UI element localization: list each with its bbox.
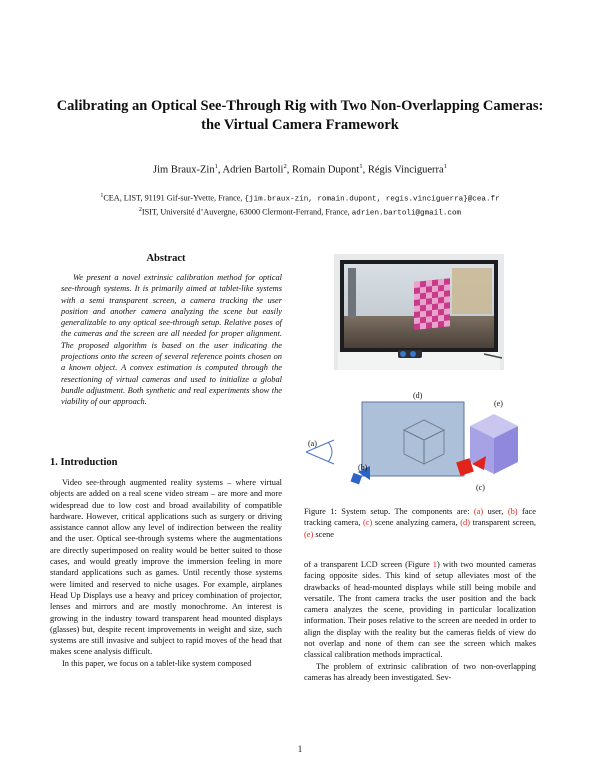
caption-item: face tracking camera, bbox=[304, 507, 536, 528]
text-run: of a transparent LCD screen (Figure bbox=[304, 560, 433, 569]
caption-ref-a: (a) bbox=[473, 507, 484, 516]
title-line-2: the Virtual Camera Framework bbox=[201, 117, 399, 133]
text-run: ) with two mounted cameras facing opposite sides. This kind of setup alleviates most of the drawbacks of head-mounted displays while still being mobile and versatile. The front camera tracks the user position and the back camera analyzes the scene, providing in particular localization information. Their poses relative to the screen are needed in order to align the display with the reality but the cameras fields of view do not overlap and none of them can see the screen which makes classical calibration methods impractical. bbox=[304, 560, 536, 660]
paper-title bbox=[40, 97, 560, 135]
caption-ref-d: (d) bbox=[460, 518, 471, 528]
label-d: (d) bbox=[413, 391, 423, 400]
intro-heading: 1. Introduction bbox=[50, 457, 118, 468]
right-paragraph-2: The problem of extrinsic calibration of two non-overlapping cameras has already been investigated. Sev- bbox=[304, 661, 536, 682]
caption-ref-b: (b) bbox=[507, 507, 518, 516]
camera-lens-icon bbox=[400, 351, 406, 357]
caption-item: transparent screen, bbox=[470, 518, 536, 528]
right-column-body bbox=[304, 559, 536, 683]
page-number: 1 bbox=[297, 744, 303, 754]
figure-link[interactable]: 1 bbox=[432, 560, 437, 569]
abstract-paragraph: We present a novel extrinsic calibration method for optical see-through systems. It is primarily aimed at tablet-like systems with a semi transparent screen, a camera tracking the user position and another camera analyzing the scene but easily generalizable to any optical see-through setup. Relative poses of the cameras and the screen are all needed for proper alignment. The proposed algorithm is based on the user indicating the projections onto the screen of several reference points chosen on a known object. A convex estimation is computed through the resectioning of virtual cameras and used to initialize a global bundle adjustment. Both synthetic and real experiments show the viability of our approach. bbox=[61, 273, 282, 407]
label-a: (a) bbox=[308, 439, 317, 448]
abstract-body bbox=[61, 272, 282, 408]
author-sup: 1 bbox=[443, 163, 447, 170]
label-b: (b) bbox=[358, 463, 368, 472]
author-sup: 1 bbox=[359, 163, 363, 170]
checkerboard-pattern bbox=[414, 278, 450, 330]
transparent-screen bbox=[362, 402, 464, 476]
affil-sup: 2 bbox=[138, 207, 142, 213]
author: Jim Braux-Zin bbox=[153, 164, 215, 176]
caption-item: scene analyzing camera, bbox=[372, 518, 461, 528]
affil-email: {jim.braux-zin, romain.dupont, regis.vinciguerra}@cea.fr bbox=[244, 195, 500, 204]
label-c: (c) bbox=[476, 483, 485, 492]
label-e: (e) bbox=[494, 399, 503, 408]
author-sup: 1 bbox=[214, 163, 218, 170]
author-sup: 2 bbox=[283, 163, 287, 170]
figure-caption bbox=[304, 506, 536, 540]
affil-text: CEA, LIST, 91191 Gif-sur-Yvette, France, bbox=[103, 193, 243, 203]
intro-paragraph-1: Video see-through augmented reality systems – where virtual objects are added on a real scene video stream – are more and more widespread due to low cost and broad availability of compatible hardware. However, critical applications such as surgery or driving assistance cannot allow any level of indirection between the reality and the user. Optical see-through systems where the augmentations are directly superimposed on reality would be better suited to those cases, and would greatly improve the immersion feeling in more standard applications such as games. Until recently those systems were limited and reserved to niche usages. For example, airplanes Head Up Displays use a heavy and pricey combination of projector, lenses and mirrors and are mostly monochrome. An interest is growing in the industry toward transparent head mounted displays (glasses) but, despite recent improvements in weight and size, such systems are still invasive and subject to rapid moves of the head that makes scene analysis difficult. bbox=[50, 478, 282, 657]
caption-ref-c: (c) bbox=[362, 518, 373, 528]
camera-lens-icon bbox=[410, 351, 416, 357]
right-paragraph-1 bbox=[304, 559, 536, 661]
room-pillar bbox=[348, 268, 356, 318]
affil-text: ISIT, Université d’Auvergne, 63000 Clermont-Ferrand, France, bbox=[141, 207, 350, 217]
author: Adrien Bartoli bbox=[222, 164, 284, 176]
affil-email: adrien.bartoli@gmail.com bbox=[351, 209, 462, 218]
room-window bbox=[452, 268, 492, 314]
author: Régis Vinciguerra bbox=[367, 164, 444, 176]
intro-paragraph-2: In this paper, we focus on a tablet-like system composed bbox=[62, 658, 252, 668]
abstract-heading: Abstract bbox=[146, 253, 186, 264]
setup-diagram bbox=[300, 390, 530, 500]
caption-item: user, bbox=[483, 507, 508, 516]
affiliation-2 bbox=[30, 207, 570, 218]
caption-item: scene bbox=[313, 529, 334, 539]
affiliation-1 bbox=[30, 193, 570, 204]
caption-prefix: Figure 1: System setup. The components are: bbox=[304, 507, 474, 516]
intro-body bbox=[50, 477, 282, 669]
figure-photo bbox=[334, 254, 504, 370]
author-list: Jim Braux-Zin$^1$, Adrien Bartoli$^2$, Romain Dupont$^1$, Régis Vinciguerra$^1$ bbox=[153, 163, 447, 176]
caption-ref-e: (e) bbox=[304, 529, 314, 539]
affil-sup: 1 bbox=[100, 193, 104, 199]
title-line-1: Calibrating an Optical See-Through Rig with Two Non-Overlapping Cameras: bbox=[56, 98, 544, 114]
author: Romain Dupont bbox=[291, 164, 360, 176]
